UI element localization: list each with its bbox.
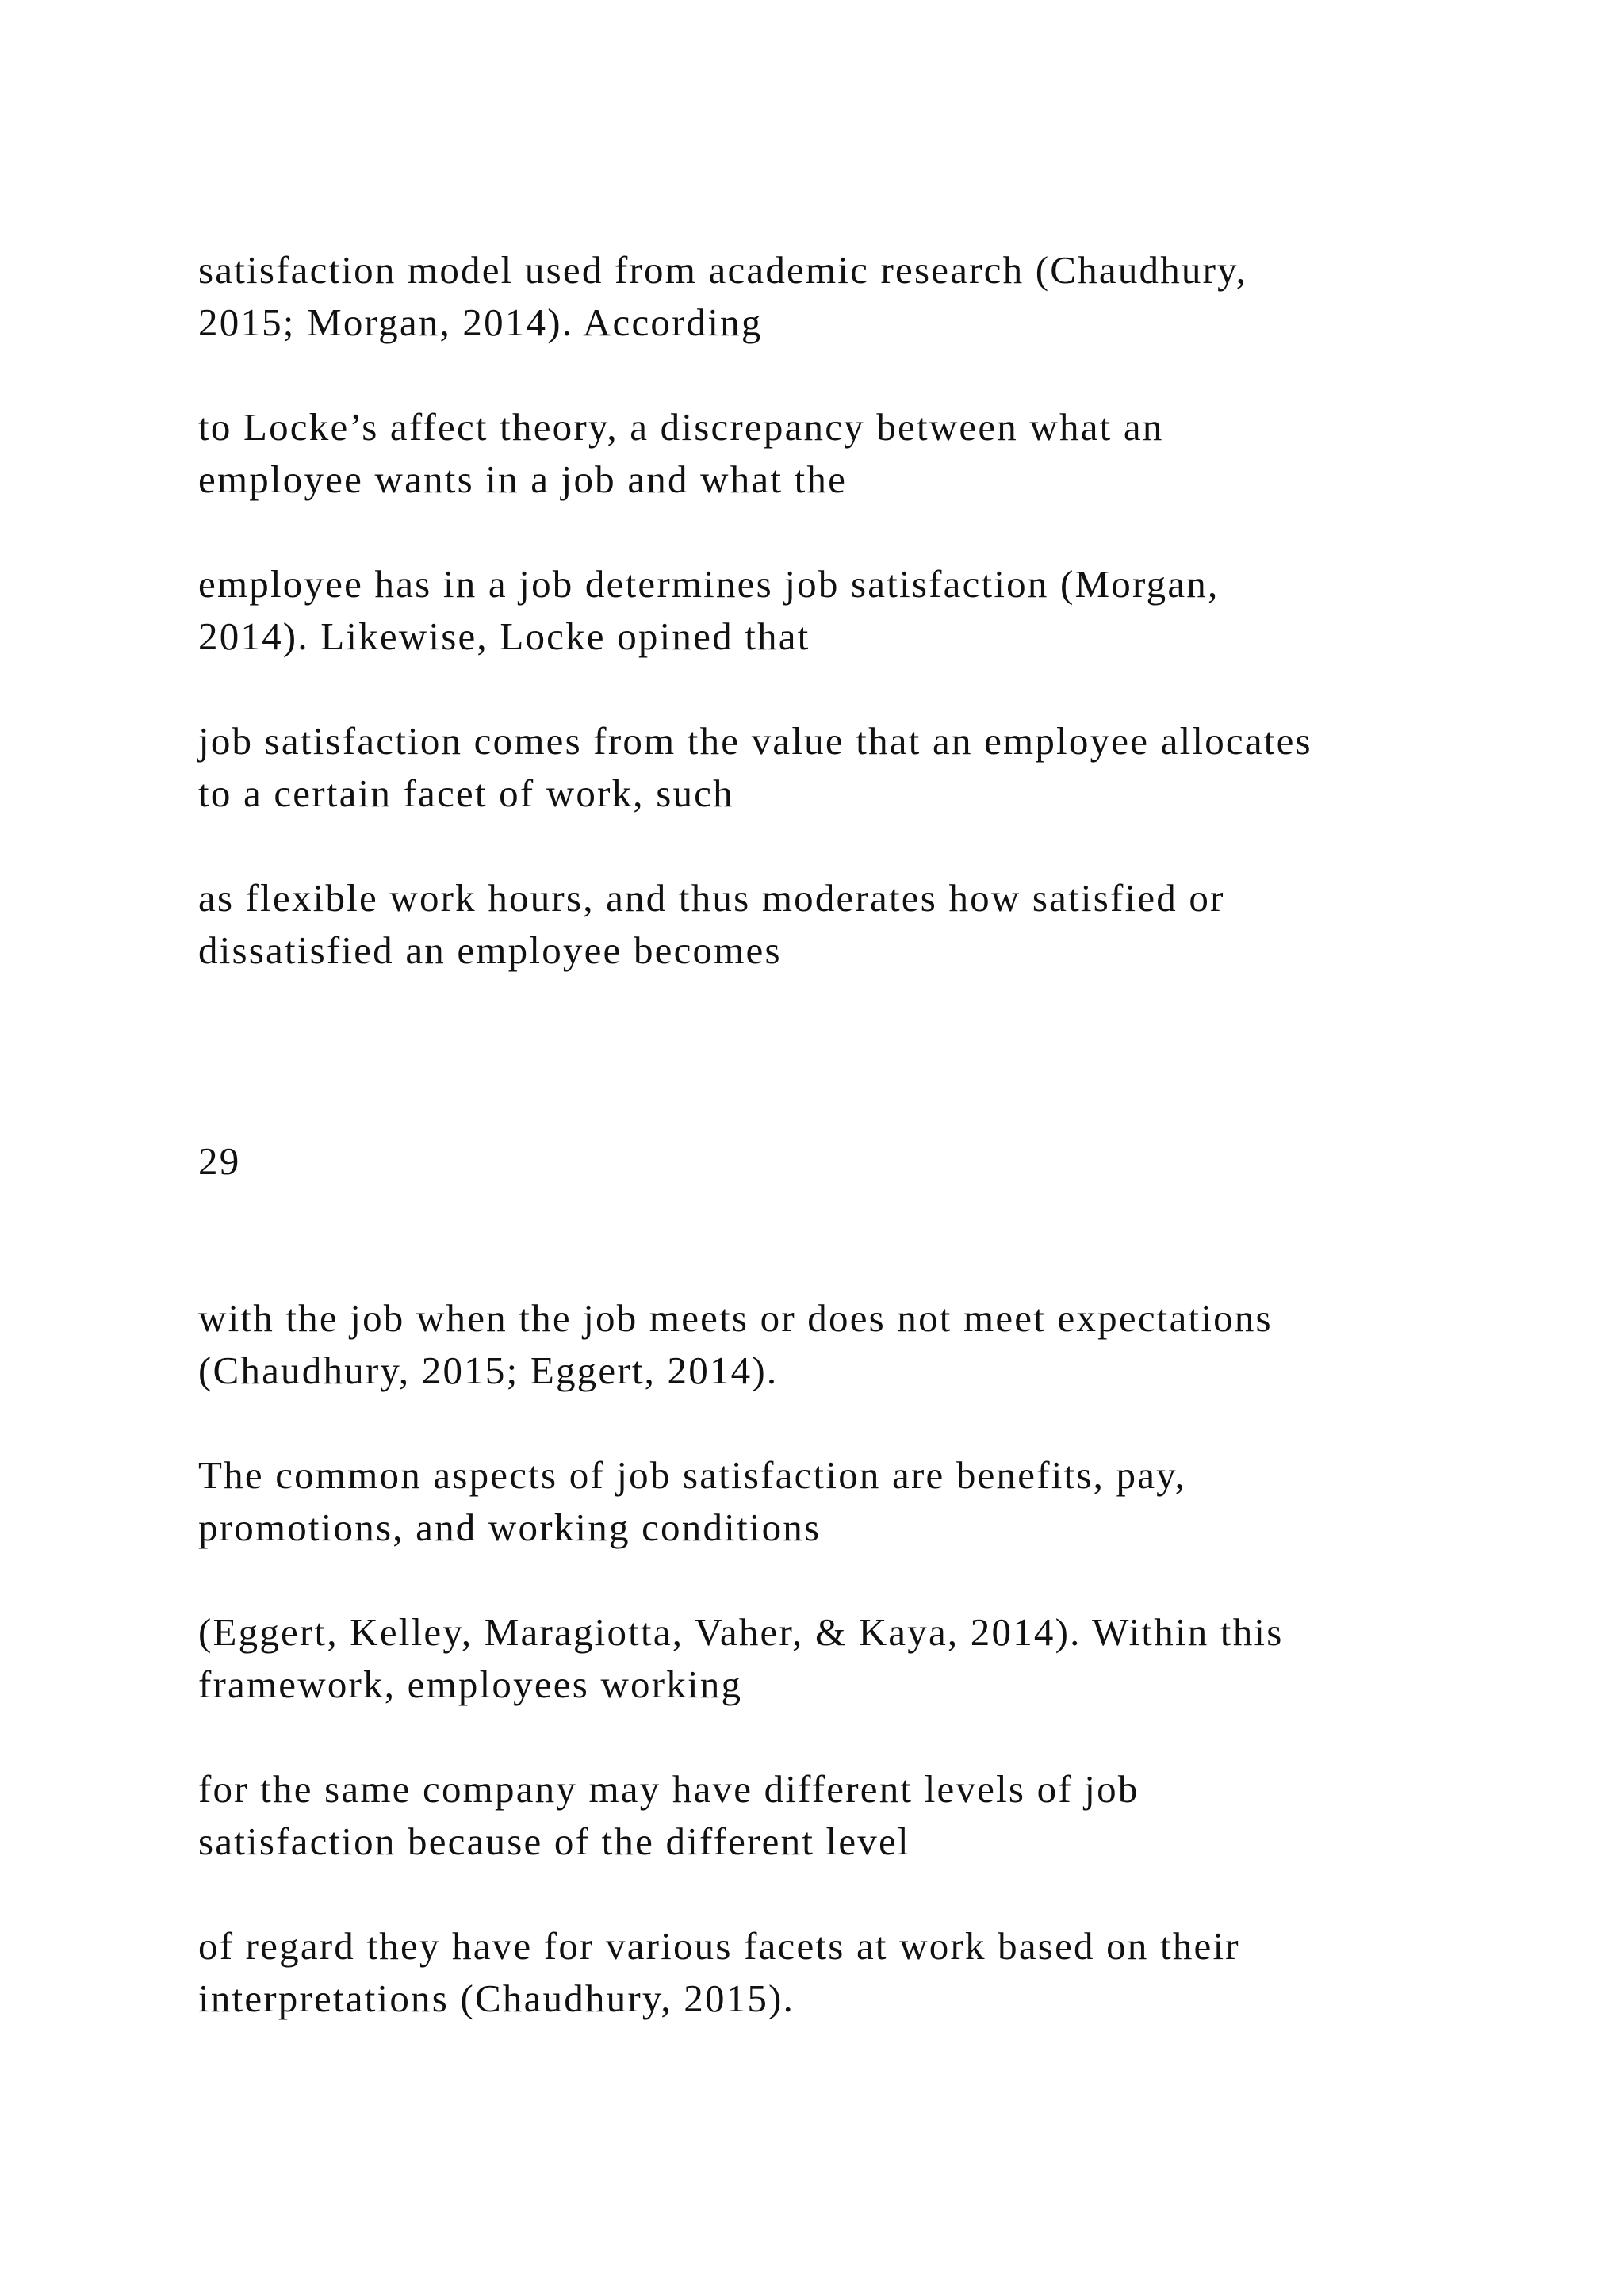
paragraph-line: framework, employees working: [198, 1663, 743, 1706]
paragraph-2: [198, 401, 1530, 506]
paragraph-line: The common aspects of job satisfaction are benefits, pay,: [198, 1453, 1187, 1497]
paragraph-line: employee has in a job determines job satisfaction (Morgan,: [198, 562, 1220, 606]
paragraph-9: [198, 1763, 1530, 1868]
paragraph-4: [198, 715, 1530, 820]
paragraph-line: to a certain facet of work, such: [198, 771, 734, 815]
paragraph-line: employee wants in a job and what the: [198, 457, 848, 501]
paragraph-line: of regard they have for various facets at work based on their: [198, 1924, 1240, 1968]
paragraph-line: 2014). Likewise, Locke opined that: [198, 614, 810, 658]
paragraph-line: satisfaction model used from academic research (Chaudhury,: [198, 248, 1248, 292]
paragraph-6: [198, 1292, 1530, 1397]
paragraph-3: [198, 558, 1530, 663]
paragraph-line: interpretations (Chaudhury, 2015).: [198, 1976, 795, 2020]
paragraph-line: with the job when the job meets or does not meet expectations: [198, 1296, 1273, 1340]
paragraph-line: (Eggert, Kelley, Maragiotta, Vaher, & Kaya, 2014). Within this: [198, 1610, 1284, 1654]
paragraph-line: dissatisfied an employee becomes: [198, 928, 782, 972]
paragraph-line: 2015; Morgan, 2014). According: [198, 300, 763, 344]
paragraph-7: [198, 1449, 1530, 1554]
paragraph-line: (Chaudhury, 2015; Eggert, 2014).: [198, 1349, 779, 1392]
paragraph-line: satisfaction because of the different level: [198, 1820, 910, 1863]
paragraph-line: job satisfaction comes from the value that an employee allocates: [198, 719, 1312, 763]
paragraph-line: promotions, and working conditions: [198, 1506, 822, 1549]
paragraph-8: [198, 1606, 1530, 1711]
paragraph-10: [198, 1920, 1530, 2025]
paragraph-line: to Locke’s affect theory, a discrepancy between what an: [198, 405, 1164, 449]
paragraph-line: for the same company may have different levels of job: [198, 1767, 1139, 1811]
paragraph-line: as flexible work hours, and thus moderates how satisfied or: [198, 876, 1225, 920]
page-number: 29: [198, 1139, 241, 1183]
paragraph-1: [198, 244, 1530, 349]
paragraph-5: [198, 872, 1530, 977]
